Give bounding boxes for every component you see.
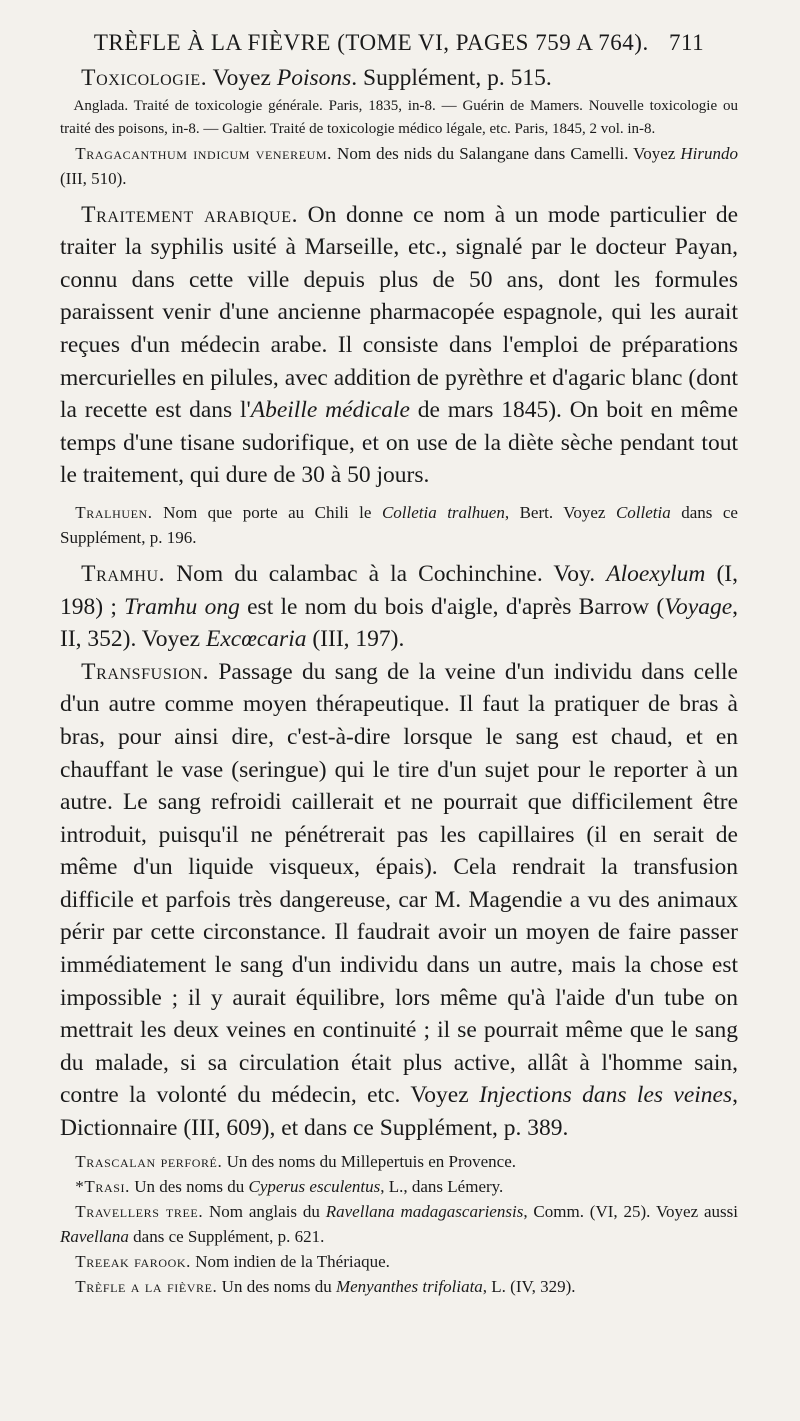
entry-headword: Tragacanthum indicum venereum. (75, 143, 333, 163)
entry-text: Un des noms du (129, 1176, 249, 1196)
italic-term: Menyanthes trifoliata (335, 1276, 483, 1296)
entry-text: , Bert. Voyez (504, 502, 616, 522)
entry-treeak-farook (60, 1249, 738, 1274)
entry-text: Passage du sang de la veine d'un individu dans celle d'un autre comme moyen thérapeutique. Il faut la pratiquer de bras à bras, pour ainsi dire, c'est-à-dire lorsque le sang est chaud, et en chauffant le vase (seringue) qui le tire d'un sujet pour le reporter à un autre. Le sang refroidi caillerait et ne pourrait que difficilement être introduit, puisqu'il ne pénétrerait pas les capillaires (il en serait de même d'un liquide visqueux, épais). Cela rendrait la transfusion difficile et parfois très dangereuse, car M. Magendie a vu des animaux périr par cette circonstance. Il faudrait avoir un moyen de faire passer immédiatement le sang d'un individu dans un autre, mais la chose est impossible ; il y aurait équilibre, lors même qu'à l'aide d'un tube on mettrait les deux veines en continuité ; il se pourrait même que le sang du malade, si sa circulation était plus active, allât à l'homme sain, contre la volonté du médecin, etc. Voyez (60, 658, 738, 1109)
header-title: TRÈFLE À LA FIÈVRE (93, 30, 331, 55)
italic-term: Hirundo (680, 143, 738, 163)
entry-headword: Treeak farook. (75, 1251, 192, 1271)
entry-headword: Toxicologie. (81, 65, 208, 91)
entry-headword: Trèfle a la fièvre. (75, 1276, 218, 1296)
entry-text: Un des noms du Millepertuis en Provence. (222, 1151, 517, 1171)
entry-headword: Traitement arabique. (81, 201, 299, 228)
entry-text: , L., dans Lémery. (380, 1176, 504, 1196)
entry-text: est le nom du bois d'aigle, d'après Barrow ( (239, 593, 665, 620)
entry-text: (I, 198) ; (60, 560, 738, 620)
entry-text: , II, 352). Voyez (60, 593, 739, 653)
entry-text: . Supplément, p. 515. (351, 65, 552, 91)
entry-text: Nom anglais du (203, 1201, 326, 1221)
entry-text: dans ce Supplément, p. 621. (128, 1226, 325, 1246)
entry-headword: Transfusion. (81, 658, 210, 685)
entry-text: , L. (IV, 329). (482, 1276, 576, 1296)
entry-text: Nom que porte au Chili le (152, 502, 382, 522)
page-number: 711 (668, 30, 705, 55)
entry-headword: Tramhu. (81, 560, 166, 587)
entry-travellers-tree (60, 1199, 738, 1249)
entry-text: Nom du calambac à la Cochinchine. Voy. (165, 560, 607, 587)
italic-term: Colletia tralhuen (381, 502, 505, 522)
entry-headword: *Trasi. (75, 1176, 130, 1196)
entry-text: (III, 197). (306, 626, 405, 653)
italic-term: Voyage (664, 593, 733, 620)
entry-text: On donne ce nom à un mode particulier de traiter la syphilis usité à Marseille, etc., signalé par le docteur Payan, connu dans cette ville depuis plus de 50 ans, dont les formules paraissent venir d'une ancienne pharmacopée espagnole, qui les aurait reçues d'un médecin arabe. Il consiste dans l'emploi de préparations mercurielles en pilules, avec addition de pyrèthre et d'agaric blanc (dont la recette est dans l' (60, 201, 739, 424)
italic-term: Colletia (615, 502, 671, 522)
entry-text: , Dictionnaire (III, 609), et dans ce Supplément, p. 389. (60, 1082, 739, 1142)
italic-term: Aloexylum (606, 560, 706, 587)
entry-tragacanthum (60, 141, 738, 191)
entry-toxicologie (60, 62, 738, 95)
entry-text: Nom des nids du Salangane dans Camelli. Voyez (332, 143, 681, 163)
entry-headword: Tralhuen. (75, 502, 153, 522)
italic-term: Injections dans les veines (479, 1082, 733, 1109)
italic-term: Poisons (276, 65, 352, 91)
entry-text: dans ce Supplément, p. 196. (60, 502, 738, 547)
italic-term: Ravellana (60, 1226, 129, 1246)
entry-text: (III, 510). (60, 168, 127, 188)
entry-text: , Comm. (VI, 25). Voyez aussi (523, 1201, 739, 1221)
entry-tralhuen (60, 500, 738, 550)
entry-tramhu (60, 558, 738, 656)
entry-trasi (60, 1174, 738, 1199)
running-header (60, 30, 738, 56)
entry-headword: Trascalan perforé. (75, 1151, 223, 1171)
entry-text: Nom indien de la Thériaque. (191, 1251, 390, 1271)
entry-text: Un des noms du (217, 1276, 336, 1296)
italic-term: Excœcaria (205, 626, 307, 653)
entry-headword: Travellers tree. (75, 1201, 204, 1221)
italic-term: Tramhu ong (124, 593, 240, 620)
entry-trefle (60, 1274, 738, 1299)
italic-term: Abeille médicale (250, 397, 410, 424)
entry-traitement-arabique (60, 199, 738, 492)
entry-text: Anglada. Traité de toxicologie générale. Paris, 1835, in-8. — Guérin de Mamers. Nouvelle toxicologie ou traité des poisons, in-8. — Galtier. Traité de toxicologie médico légale, etc. Paris, 1845, 2 vol. in-8. (60, 97, 738, 137)
italic-term: Cyperus esculentus (248, 1176, 381, 1196)
entry-text: de mars 1845). On boit en même temps d'une tisane sudorifique, et on use de la diète sèche pendant tout le traitement, qui dure de 30 à 50 jours. (60, 397, 738, 489)
header-reference: (TOME VI, PAGES 759 A 764). (337, 30, 649, 55)
entry-trascalan (60, 1149, 738, 1174)
entry-text: Voyez (207, 65, 277, 91)
entry-transfusion (60, 656, 738, 1145)
italic-term: Ravellana madagascariensis (325, 1201, 524, 1221)
entry-toxicologie-references (60, 95, 738, 141)
